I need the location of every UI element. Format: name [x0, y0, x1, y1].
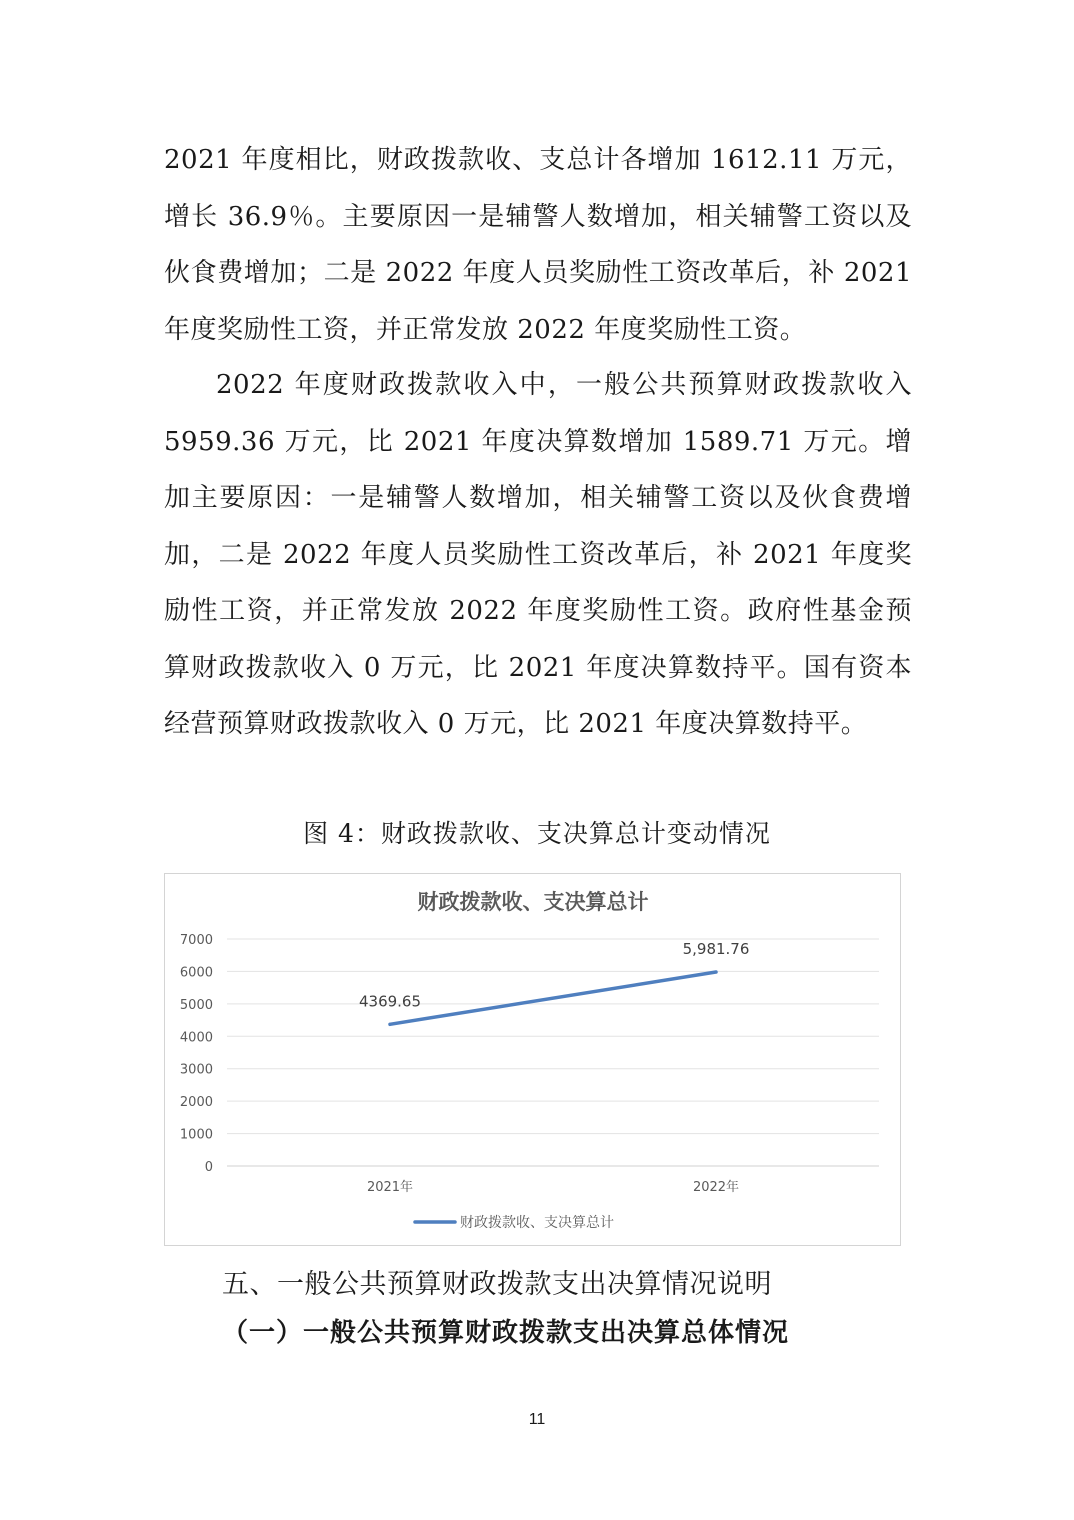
paragraph-2: 2022 年度财政拨款收入中，一般公共预算财政拨款收入 5959.36 万元，比 2021 年度决算数增加 1589.71 万元。增加主要原因：一是辅警人数增加，相关辅警工资以及伙食费增加，二是 2022 年度人员奖励性工资改革后，补 2021 年度奖励性工资，并正常发放 2022 年度奖励性工资。政府性基金预算财政拨款收入 0 万元，比 2021 年度决算数持平。国有资本经营预算财政拨款收入 0 万元，比 2021 年度决算数持平。	[164, 370, 912, 739]
x-tick-label: 2022年	[692, 1180, 740, 1195]
data-label: 4369.65	[358, 992, 422, 1011]
chart-title: 财政拨款收、支决算总计	[417, 890, 649, 914]
series-lines	[389, 971, 718, 1026]
y-axis-ticks	[180, 933, 213, 1175]
y-tick-label: 3000	[179, 1062, 213, 1078]
x-axis-ticks	[367, 1179, 739, 1195]
chart-gridlines	[227, 939, 879, 1166]
data-label: 5,981.76	[682, 940, 750, 959]
line-chart	[164, 873, 901, 1246]
y-tick-label: 0	[204, 1160, 213, 1175]
section-heading: 五、一般公共预算财政拨款支出决算情况说明	[222, 1269, 772, 1300]
y-tick-label: 7000	[179, 933, 213, 948]
data-point	[715, 971, 718, 974]
subsection-heading: （一）一般公共预算财政拨款支出决算总体情况	[222, 1318, 790, 1348]
legend-label: 财政拨款收、支决算总计	[460, 1215, 614, 1231]
y-tick-label: 4000	[179, 1030, 213, 1046]
series-line	[390, 972, 716, 1024]
y-tick-label: 1000	[179, 1127, 213, 1143]
data-point	[389, 1023, 392, 1026]
paragraph-1: 2021 年度相比，财政拨款收、支总计各增加 1612.11 万元，增长 36.9％。主要原因一是辅警人数增加，相关辅警工资以及伙食费增加；二是 2022 年度人员奖励性工资改革后，补 2021 年度奖励性工资，并正常发放 2022 年度奖励性工资。	[164, 145, 912, 345]
chart-legend	[415, 1214, 614, 1231]
y-tick-label: 6000	[179, 965, 213, 981]
figure-caption: 图 4：财政拨款收、支决算总计变动情况	[303, 819, 771, 848]
x-tick-label: 2021年	[366, 1180, 414, 1195]
y-tick-label: 2000	[179, 1095, 213, 1111]
page-number: 11	[528, 1411, 546, 1428]
chart-canvas	[165, 874, 902, 1247]
y-tick-label: 5000	[179, 997, 213, 1013]
